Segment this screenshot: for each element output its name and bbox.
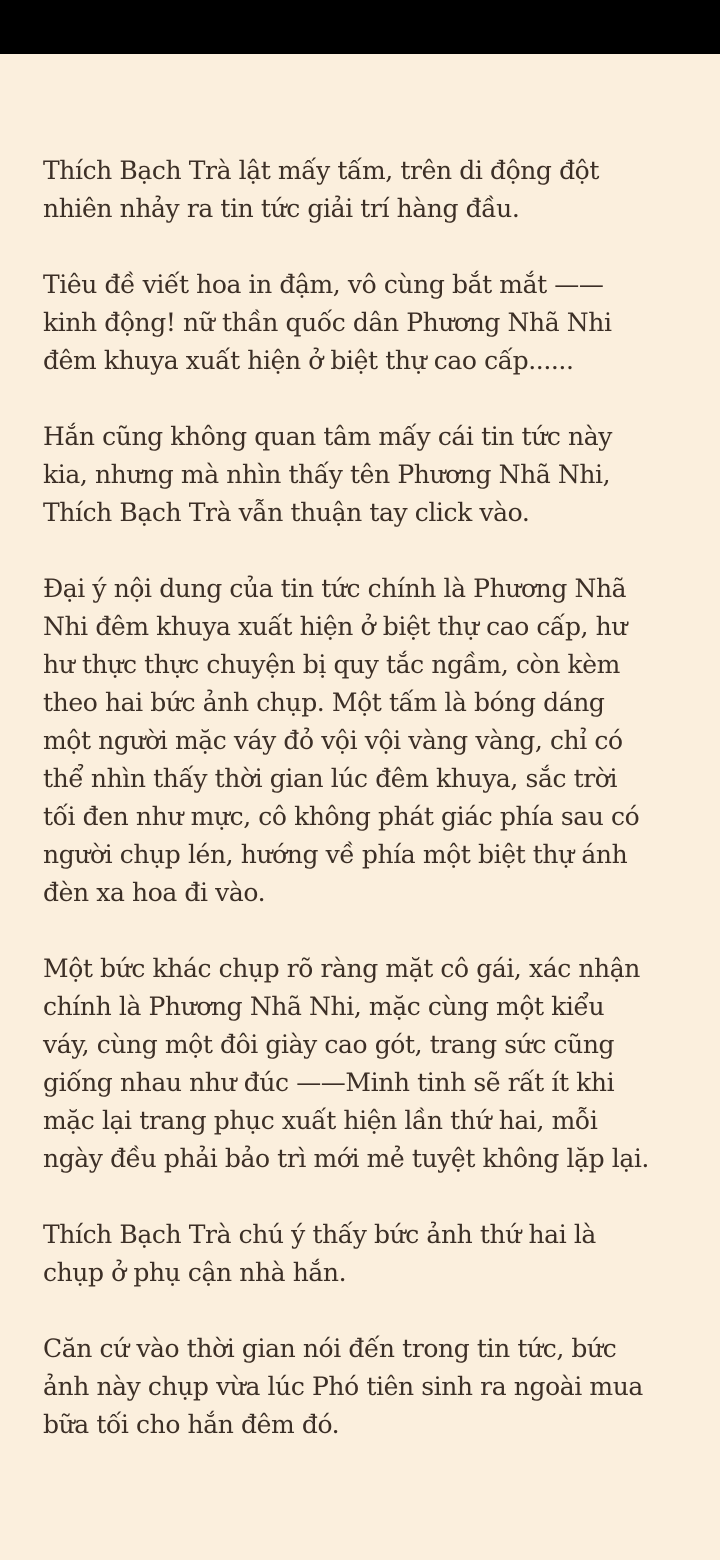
- text-line: bữa tối cho hắn đêm đó.: [43, 1410, 340, 1439]
- text-line: người chụp lén, hướng về phía một biệt thự ánh: [43, 840, 628, 869]
- text-line: tối đen như mực, cô không phát giác phía sau có: [43, 802, 640, 831]
- text-line: hư thực thực chuyện bị quy tắc ngầm, còn kèm: [43, 650, 620, 679]
- status-bar: [0, 0, 720, 54]
- text-line: Nhi đêm khuya xuất hiện ở biệt thự cao cấp, hư: [43, 612, 628, 641]
- text-line: Hắn cũng không quan tâm mấy cái tin tức này: [43, 422, 612, 451]
- text-line: Thích Bạch Trà chú ý thấy bức ảnh thứ hai là: [43, 1220, 596, 1249]
- paragraph: [43, 1330, 677, 1444]
- text-line: Tiêu đề viết hoa in đậm, vô cùng bắt mắt ——: [43, 270, 604, 299]
- reader-page[interactable]: [0, 54, 720, 1560]
- text-line: Thích Bạch Trà vẫn thuận tay click vào.: [43, 498, 530, 527]
- text-line: đèn xa hoa đi vào.: [43, 878, 266, 907]
- text-line: váy, cùng một đôi giày cao gót, trang sức cũng: [43, 1030, 615, 1059]
- text-line: Thích Bạch Trà lật mấy tấm, trên di động đột: [43, 156, 599, 185]
- text-line: giống nhau như đúc ——Minh tinh sẽ rất ít khi: [43, 1068, 615, 1097]
- text-line: ngày đều phải bảo trì mới mẻ tuyệt không lặp lại.: [43, 1144, 649, 1173]
- text-line: mặc lại trang phục xuất hiện lần thứ hai, mỗi: [43, 1106, 598, 1135]
- paragraph: [43, 266, 677, 380]
- text-line: Căn cứ vào thời gian nói đến trong tin tức, bức: [43, 1334, 617, 1363]
- text-line: kia, nhưng mà nhìn thấy tên Phương Nhã Nhi,: [43, 460, 611, 489]
- text-line: Một bức khác chụp rõ ràng mặt cô gái, xác nhận: [43, 954, 640, 983]
- text-line: kinh động! nữ thần quốc dân Phương Nhã Nhi: [43, 308, 612, 337]
- text-line: đêm khuya xuất hiện ở biệt thự cao cấp......: [43, 346, 574, 375]
- chapter-text: [43, 152, 677, 1482]
- paragraph: [43, 950, 677, 1178]
- text-line: một người mặc váy đỏ vội vội vàng vàng, chỉ có: [43, 726, 623, 755]
- paragraph: [43, 418, 677, 532]
- text-line: theo hai bức ảnh chụp. Một tấm là bóng dáng: [43, 688, 605, 717]
- text-line: ảnh này chụp vừa lúc Phó tiên sinh ra ngoài mua: [43, 1372, 643, 1401]
- paragraph: [43, 152, 677, 228]
- text-line: Đại ý nội dung của tin tức chính là Phương Nhã: [43, 574, 627, 603]
- text-line: nhiên nhảy ra tin tức giải trí hàng đầu.: [43, 194, 520, 223]
- text-line: thể nhìn thấy thời gian lúc đêm khuya, sắc trời: [43, 764, 618, 793]
- text-line: chụp ở phụ cận nhà hắn.: [43, 1258, 347, 1287]
- paragraph: [43, 1216, 677, 1292]
- paragraph: [43, 570, 677, 912]
- text-line: chính là Phương Nhã Nhi, mặc cùng một kiểu: [43, 992, 605, 1021]
